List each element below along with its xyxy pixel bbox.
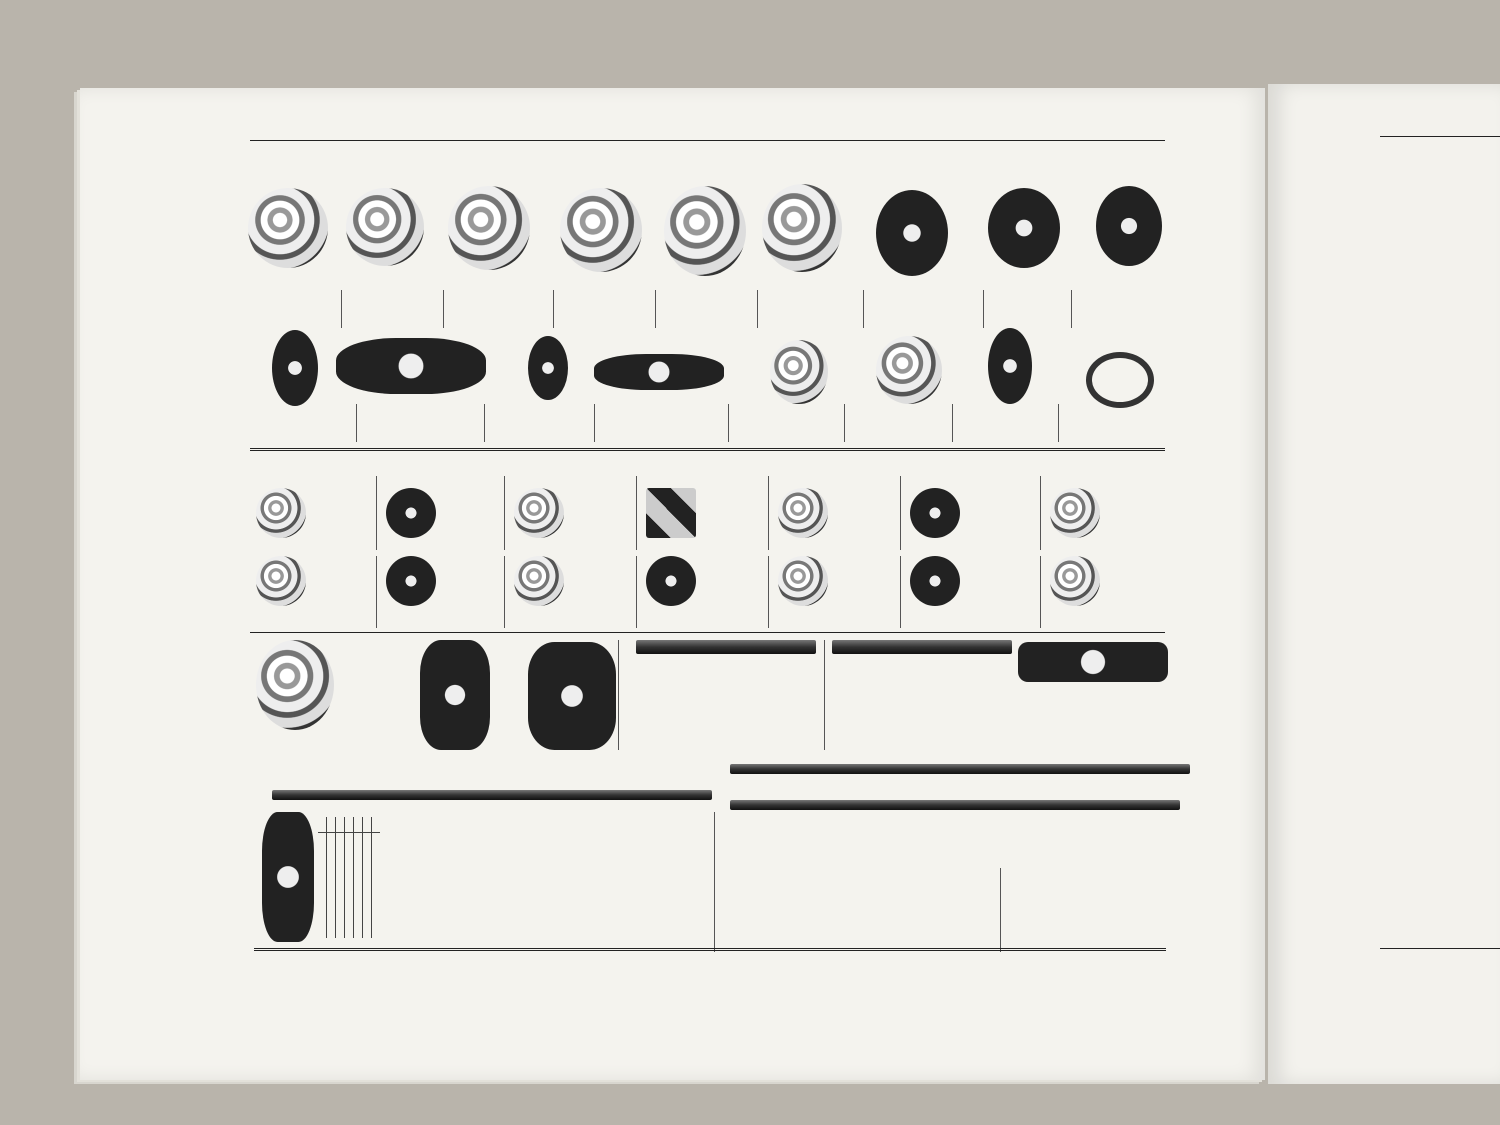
nail-illustration xyxy=(1050,556,1100,606)
table-cell xyxy=(354,908,363,923)
price-row xyxy=(1000,860,1165,882)
handle-illustration xyxy=(336,338,486,394)
column-divider xyxy=(1071,290,1072,328)
chair-caster-illustration xyxy=(528,642,616,750)
curtain-rod-illustration xyxy=(272,790,712,800)
column-divider xyxy=(376,476,377,550)
table-cell xyxy=(354,893,363,908)
rosace-caption xyxy=(658,283,758,313)
price-row xyxy=(1000,882,1165,904)
table-cell xyxy=(345,878,354,893)
table-cell xyxy=(318,893,327,908)
column-divider xyxy=(714,812,715,952)
table-row xyxy=(318,833,380,849)
column-divider xyxy=(655,290,656,328)
table-cell xyxy=(318,908,327,923)
rosace-caption xyxy=(446,283,552,313)
compas-illustration xyxy=(1018,642,1168,682)
column-divider xyxy=(952,404,953,442)
table-cell xyxy=(318,923,327,938)
table-cell xyxy=(336,908,345,923)
table-row xyxy=(318,908,380,923)
wreath-illustration xyxy=(762,184,842,272)
column-header xyxy=(363,817,372,833)
table-cell xyxy=(336,893,345,908)
table-cell xyxy=(327,848,336,863)
page-bottom-rule xyxy=(254,948,1166,951)
rosace-caption xyxy=(760,283,862,313)
table-cell xyxy=(363,863,372,878)
ornament-illustration xyxy=(876,190,948,276)
table-cell xyxy=(336,878,345,893)
running-header xyxy=(250,128,1165,141)
column-divider xyxy=(1058,404,1059,442)
table-cell xyxy=(345,863,354,878)
roulettes-sizes xyxy=(338,713,418,757)
bourrelet-percale-illustration xyxy=(636,640,816,654)
column-divider xyxy=(636,556,637,628)
rosace-caption xyxy=(986,283,1070,313)
column-divider xyxy=(728,404,729,442)
column-divider xyxy=(484,404,485,442)
table-cell xyxy=(336,863,345,878)
right-page-rule xyxy=(1380,948,1500,949)
table-cell xyxy=(354,923,363,938)
table-row xyxy=(318,863,380,878)
table-cell xyxy=(363,923,372,938)
table-cell xyxy=(327,908,336,923)
nail-illustration xyxy=(514,488,564,538)
rosace-illustration xyxy=(560,188,642,272)
bourrelet-feutre-illustration xyxy=(832,640,1012,654)
column-divider xyxy=(376,556,377,628)
fitting-caption xyxy=(240,406,356,436)
column-divider xyxy=(341,290,342,328)
price-row xyxy=(624,656,824,667)
price-row xyxy=(1000,816,1165,838)
ball-caster-illustration xyxy=(256,640,334,730)
table-cell xyxy=(372,848,381,863)
table-cell xyxy=(327,833,336,849)
section-divider xyxy=(250,632,1165,633)
table-cell xyxy=(327,923,336,938)
nail-illustration xyxy=(646,556,696,606)
nail-illustration xyxy=(778,556,828,606)
table-cell xyxy=(318,878,327,893)
bourrelet-percale xyxy=(624,656,824,700)
nail-illustration xyxy=(1050,488,1100,538)
column-divider xyxy=(636,476,637,550)
tube-illustration xyxy=(730,764,1190,774)
column-divider xyxy=(1040,476,1041,550)
table-row xyxy=(318,923,380,938)
price-row xyxy=(830,677,1020,688)
nail-illustration xyxy=(910,556,960,606)
column-divider xyxy=(504,556,505,628)
column-divider xyxy=(768,476,769,550)
column-header xyxy=(336,817,345,833)
table-cell xyxy=(372,923,381,938)
table-cell xyxy=(363,893,372,908)
table-cell xyxy=(345,893,354,908)
table-cell xyxy=(336,833,345,849)
price-row xyxy=(830,688,1020,699)
table-cell xyxy=(327,893,336,908)
table-row xyxy=(318,848,380,863)
price-row xyxy=(624,689,824,700)
column-header xyxy=(327,817,336,833)
column-divider xyxy=(824,640,825,750)
table-cell xyxy=(354,833,363,849)
column-divider xyxy=(900,476,901,550)
table-cell xyxy=(372,833,381,849)
column-divider xyxy=(443,290,444,328)
column-divider xyxy=(553,290,554,328)
roulettes-siege xyxy=(500,636,580,658)
key-escutcheon-illustration xyxy=(770,340,828,404)
nail-illustration xyxy=(386,556,436,606)
fitting-caption xyxy=(358,406,484,436)
column-divider xyxy=(504,476,505,550)
right-page-rule xyxy=(1380,136,1500,137)
handle-illustration xyxy=(594,354,724,390)
table-cell xyxy=(318,848,327,863)
table-cell xyxy=(327,878,336,893)
table-row xyxy=(318,893,380,908)
key-escutcheon-illustration xyxy=(272,330,318,406)
price-row xyxy=(830,666,1020,677)
price-row xyxy=(624,667,824,678)
rosace-caption xyxy=(556,283,656,313)
column-divider xyxy=(900,556,901,628)
column-header xyxy=(345,817,354,833)
table-cell xyxy=(372,878,381,893)
column-divider xyxy=(757,290,758,328)
fitting-caption xyxy=(846,406,952,436)
table-cell xyxy=(354,848,363,863)
fitting-caption xyxy=(596,406,728,436)
section-divider xyxy=(250,448,1165,451)
table-cell xyxy=(336,923,345,938)
table-cell xyxy=(345,848,354,863)
column-divider xyxy=(863,290,864,328)
table-cell xyxy=(372,908,381,923)
tube-illustration xyxy=(730,800,1180,810)
column-divider xyxy=(983,290,984,328)
table-cell xyxy=(354,863,363,878)
column-divider xyxy=(618,640,619,750)
rosace-illustration xyxy=(346,188,424,266)
ornament-illustration xyxy=(988,188,1060,268)
column-header xyxy=(372,817,381,833)
column-divider xyxy=(1040,556,1041,628)
column-header xyxy=(354,817,363,833)
motif-illustration xyxy=(988,328,1032,404)
table-cell xyxy=(318,833,327,849)
price-row xyxy=(624,678,824,689)
column-header xyxy=(318,817,327,833)
nail-illustration xyxy=(386,488,436,538)
table-row xyxy=(318,878,380,893)
table-cell xyxy=(372,863,381,878)
fitting-caption xyxy=(730,406,844,436)
table-cell xyxy=(363,908,372,923)
column-divider xyxy=(594,404,595,442)
garniture-automatique-prices xyxy=(1000,816,1165,904)
wood-price-table xyxy=(318,817,380,938)
catalog-page-right xyxy=(1268,84,1500,1084)
price-row xyxy=(1000,838,1165,860)
rosace-caption xyxy=(1074,283,1168,313)
table-cell xyxy=(363,878,372,893)
ring-handle-illustration xyxy=(1086,352,1154,408)
nail-illustration xyxy=(256,488,306,538)
rosace-caption xyxy=(246,283,342,313)
column-divider xyxy=(844,404,845,442)
rosace-caption xyxy=(344,283,444,313)
price-row xyxy=(830,699,1020,710)
table-cell xyxy=(363,848,372,863)
table-cell xyxy=(336,848,345,863)
bourrelet-feutre xyxy=(830,666,1020,710)
table-cell xyxy=(327,863,336,878)
table-cell xyxy=(363,833,372,849)
rosace-caption xyxy=(866,283,984,313)
nail-illustration xyxy=(646,488,696,538)
wreath-illustration xyxy=(448,186,530,270)
nail-illustration xyxy=(256,556,306,606)
handle-illustration xyxy=(876,336,942,404)
caster-illustration xyxy=(420,640,490,750)
nail-illustration xyxy=(514,556,564,606)
rosace-illustration xyxy=(248,188,328,268)
column-divider xyxy=(768,556,769,628)
table-cell xyxy=(318,863,327,878)
key-escutcheon-illustration xyxy=(528,336,568,400)
rosace-illustration xyxy=(664,186,746,276)
fitting-caption xyxy=(1060,406,1166,436)
column-divider xyxy=(356,404,357,442)
table-cell xyxy=(345,908,354,923)
table-cell xyxy=(345,923,354,938)
finial-illustration xyxy=(262,812,314,942)
fitting-caption xyxy=(954,406,1058,436)
nail-illustration xyxy=(778,488,828,538)
nail-illustration xyxy=(910,488,960,538)
table-cell xyxy=(345,833,354,849)
hook-illustration xyxy=(1096,186,1162,266)
table-cell xyxy=(372,893,381,908)
fitting-caption xyxy=(486,406,594,436)
table-cell xyxy=(354,878,363,893)
